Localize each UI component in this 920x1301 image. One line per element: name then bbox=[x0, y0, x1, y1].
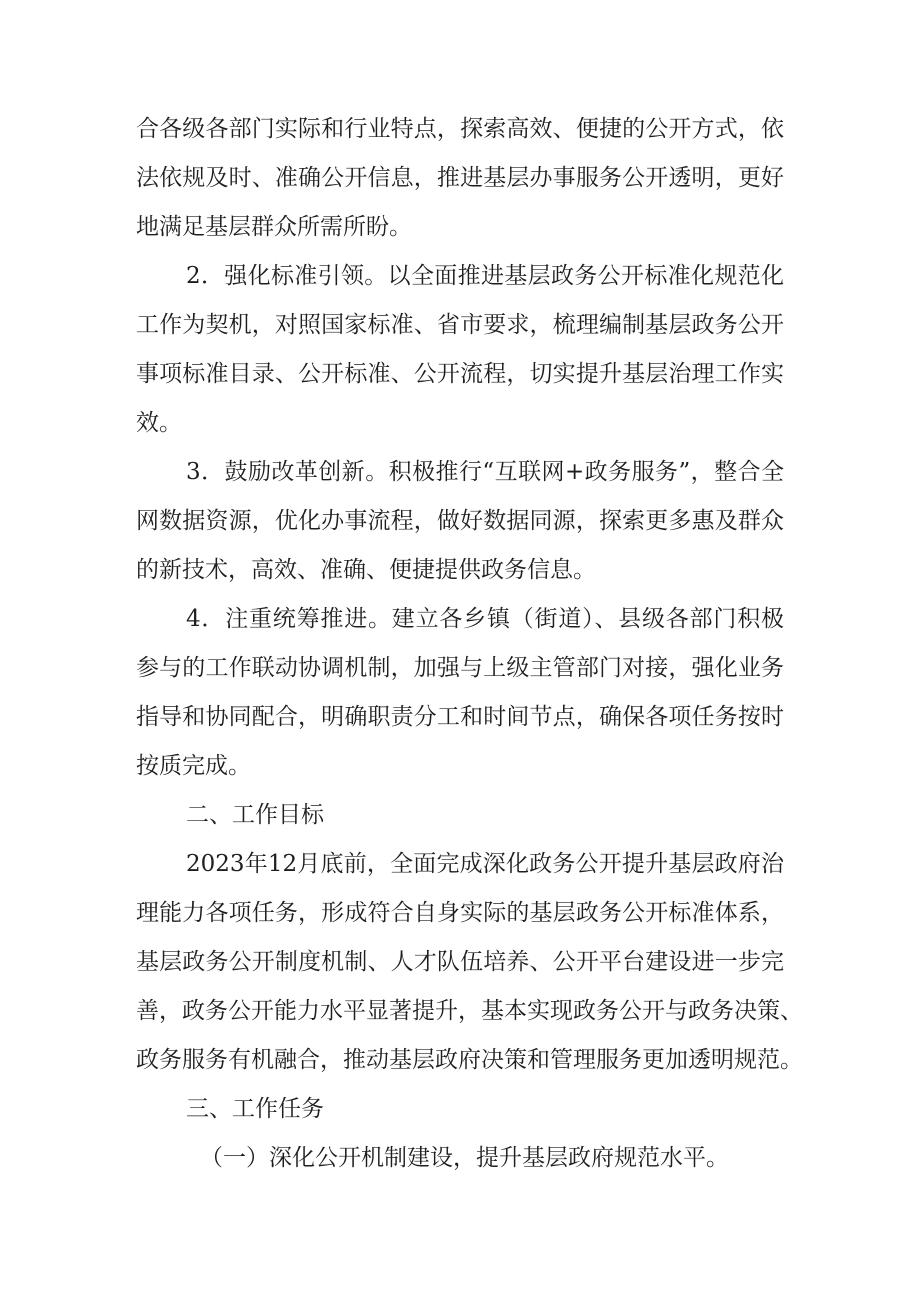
paragraph-line: 2．强化标准引领。以全面推进基层政务公开标准化规范化 bbox=[186, 263, 784, 289]
paragraph-line: 网数据资源，优化办事流程，做好数据同源，探索更多惠及群众 bbox=[136, 508, 784, 534]
paragraph-line: 2023年12月底前，全面完成深化政务公开提升基层政府治 bbox=[186, 851, 784, 877]
paragraph-line: 地满足基层群众所需所盼。 bbox=[136, 214, 412, 240]
paragraph-line: 法依规及时、准确公开信息，推进基层办事服务公开透明，更好 bbox=[136, 165, 784, 191]
paragraph-line: 基层政务公开制度机制、人才队伍培养、公开平台建设进一步完 bbox=[136, 949, 784, 975]
subsection-heading: （一）深化公开机制建设，提升基层政府规范水平。 bbox=[200, 1145, 729, 1171]
paragraph-line: 参与的工作联动协调机制，加强与上级主管部门对接，强化业务 bbox=[136, 655, 784, 681]
paragraph-line: 政务服务有机融合，推动基层政府决策和管理服务更加透明规范。 bbox=[136, 1047, 803, 1073]
paragraph-line: 按质完成。 bbox=[136, 753, 251, 779]
paragraph-line: 4．注重统筹推进。建立各乡镇（街道）、县级各部门积极 bbox=[186, 606, 784, 632]
paragraph-line: 效。 bbox=[136, 410, 182, 436]
paragraph-line: 理能力各项任务，形成符合自身实际的基层政务公开标准体系， bbox=[136, 900, 784, 926]
paragraph-line: 的新技术，高效、准确、便捷提供政务信息。 bbox=[136, 557, 596, 583]
paragraph-line: 合各级各部门实际和行业特点，探索高效、便捷的公开方式，依 bbox=[136, 116, 784, 142]
section-heading: 二、工作目标 bbox=[186, 802, 324, 828]
paragraph-line: 事项标准目录、公开标准、公开流程，切实提升基层治理工作实 bbox=[136, 361, 784, 387]
section-heading: 三、工作任务 bbox=[186, 1096, 324, 1122]
paragraph-line: 工作为契机，对照国家标准、省市要求，梳理编制基层政务公开 bbox=[136, 312, 784, 338]
paragraph-line: 3．鼓励改革创新。积极推行“互联网+政务服务”，整合全 bbox=[186, 459, 784, 485]
paragraph-line: 善，政务公开能力水平显著提升，基本实现政务公开与政务决策、 bbox=[136, 998, 803, 1024]
paragraph-line: 指导和协同配合，明确职责分工和时间节点，确保各项任务按时 bbox=[136, 704, 784, 730]
